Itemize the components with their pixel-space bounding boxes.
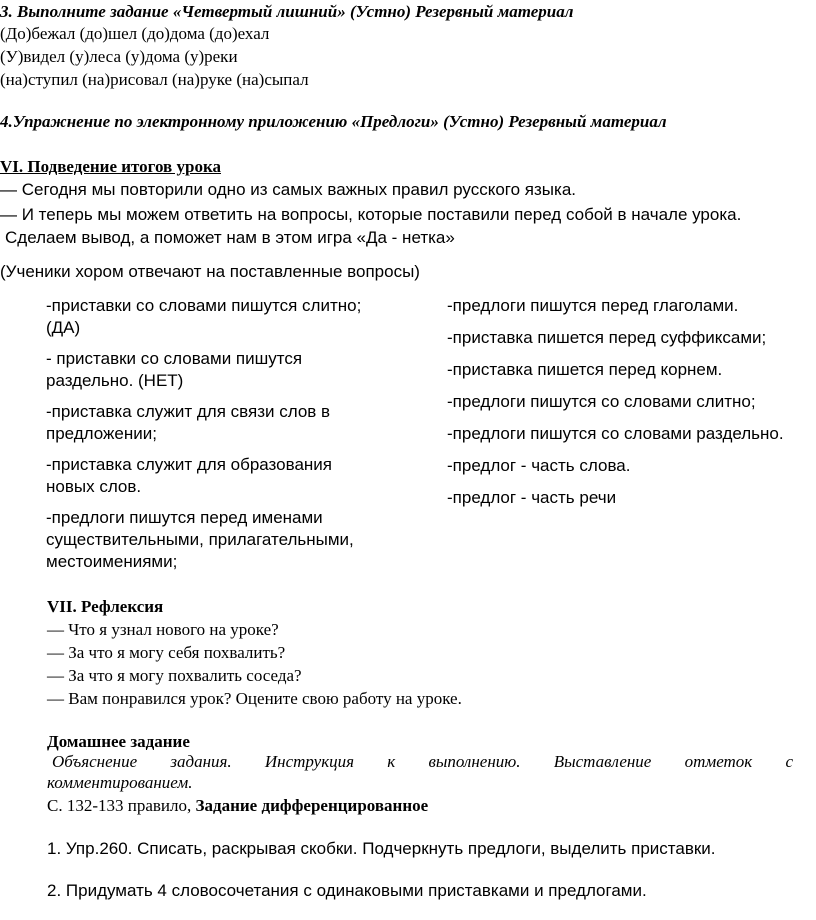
left-question-list [46,295,406,573]
task3-line-1: (До)бежал (до)шел (до)дома (до)ехал [0,24,270,43]
task3-line-2: (У)видел (у)леса (у)дома (у)реки [0,47,238,66]
reflection-question-2: — За что я могу себя похвалить? [47,643,286,662]
section6-note: (Ученики хором отвечают на поставленные вопросы) [0,262,420,281]
section6-heading: VI. Подведение итогов урока [0,157,221,176]
list-item: -предлоги пишутся перед глаголами. [447,296,739,315]
right-question-list [447,295,807,509]
reflection-question-3: — За что я могу похвалить соседа? [47,666,302,685]
section6-line-2: — И теперь мы можем ответить на вопросы, которые поставили перед собой в начале урока. [0,205,742,224]
task4-title: 4.Упражнение по электронному приложению «Предлоги» (Устно) Резервный материал [0,112,667,131]
homework-task-2: 2. Придумать 4 словосочетания с одинаковыми приставками и предлогами. [47,881,647,900]
list-item: -предлоги пишутся перед именами существительными, прилагательными, местоимениями; [46,508,354,571]
homework-explanation-cont: комментированием. [47,773,193,792]
reflection-question-4: — Вам понравился урок? Оцените свою работу на уроке. [47,689,462,708]
list-item: -приставка служит для связи слов в предложении; [46,402,331,443]
section7-heading: VII. Рефлексия [47,597,164,616]
list-item: -приставка служит для образования новых слов. [46,455,332,496]
homework-heading: Домашнее задание [47,732,190,751]
list-item: -предлоги пишутся со словами слитно; [447,392,756,411]
section6-line-1: — Сегодня мы повторили одно из самых важных правил русского языка. [0,180,576,199]
homework-task-1: 1. Упр.260. Списать, раскрывая скобки. Подчеркнуть предлоги, выделить приставки. [47,839,716,858]
list-item: - приставки со словами пишутся раздельно. (НЕТ) [46,349,303,390]
task3-line-3: (на)ступил (на)рисовал (на)руке (на)сыпал [0,70,309,89]
reflection-question-1: — Что я узнал нового на уроке? [47,620,279,639]
homework-explanation: Объяснение задания. Инструкция к выполнению. Выставление отметок с [52,752,793,771]
homework-rule: С. 132-133 правило, Задание дифференцированное [47,796,429,815]
list-item: -предлог - часть слова. [447,456,631,475]
list-item: -предлоги пишутся со словами раздельно. [447,424,784,443]
list-item: -приставки со словами пишутся слитно; (ДА) [46,296,362,337]
list-item: -приставка пишется перед корнем. [447,360,723,379]
task3-title: 3. Выполните задание «Четвертый лишний» (Устно) Резервный материал [0,2,574,21]
list-item: -приставка пишется перед суффиксами; [447,328,767,347]
list-item: -предлог - часть речи [447,488,617,507]
section6-line-3: Сделаем вывод, а поможет нам в этом игра «Да - нетка» [5,228,455,247]
